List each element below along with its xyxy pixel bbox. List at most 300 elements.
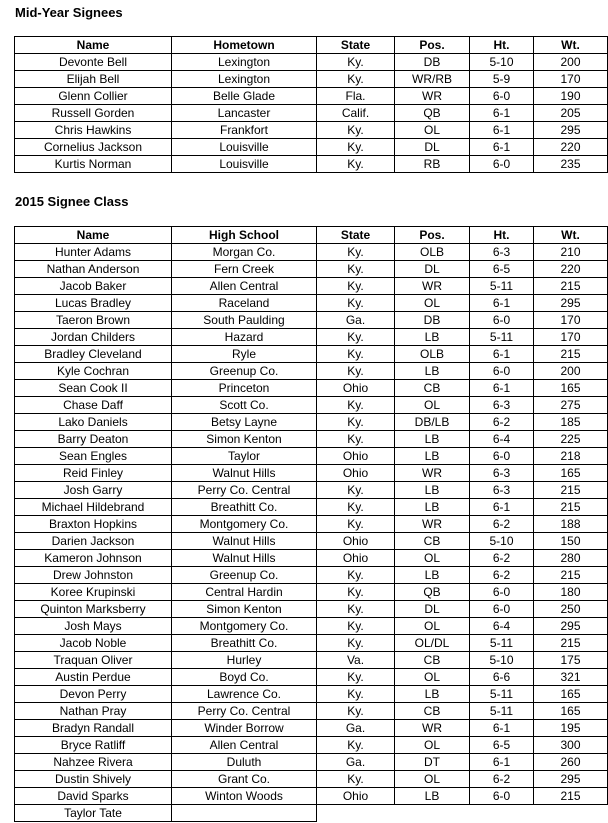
table-row xyxy=(15,533,608,550)
cell-weight: 185 xyxy=(534,414,608,431)
cell-name: Bradyn Randall xyxy=(15,720,172,737)
cell-position: OL xyxy=(395,618,470,635)
cell-state: Ky. xyxy=(317,618,395,635)
cell-height: 5-11 xyxy=(470,686,534,703)
cell-position: DT xyxy=(395,754,470,771)
cell-state: Ky. xyxy=(317,669,395,686)
cell-name: Kyle Cochran xyxy=(15,363,172,380)
table-row xyxy=(15,244,608,261)
cell-state: Ohio xyxy=(317,465,395,482)
table-row xyxy=(15,805,608,822)
cell-school: Lexington xyxy=(172,54,317,71)
cell-school: Greenup Co. xyxy=(172,567,317,584)
column-header-name: Name xyxy=(15,37,172,54)
cell-name: Devonte Bell xyxy=(15,54,172,71)
cell-height: 5-10 xyxy=(470,652,534,669)
cell-school: Simon Kenton xyxy=(172,601,317,618)
column-header-weight: Wt. xyxy=(534,37,608,54)
cell-height: 5-9 xyxy=(470,71,534,88)
cell-height: 5-11 xyxy=(470,703,534,720)
cell-state: Ga. xyxy=(317,720,395,737)
cell-state: Ky. xyxy=(317,635,395,652)
midyear-table xyxy=(14,36,608,173)
cell-school: Winder Borrow xyxy=(172,720,317,737)
table-row xyxy=(15,278,608,295)
cell-position: QB xyxy=(395,584,470,601)
cell-height: 6-1 xyxy=(470,754,534,771)
cell-state: Ky. xyxy=(317,363,395,380)
cell-school: Breathitt Co. xyxy=(172,499,317,516)
cell-state: Ohio xyxy=(317,380,395,397)
cell-height: 6-2 xyxy=(470,550,534,567)
cell-position: OL xyxy=(395,669,470,686)
cell-state: Ohio xyxy=(317,788,395,805)
cell-position: OL xyxy=(395,397,470,414)
table-row xyxy=(15,139,608,156)
cell-school: Hurley xyxy=(172,652,317,669)
table-row xyxy=(15,635,608,652)
cell-school: Scott Co. xyxy=(172,397,317,414)
table-row xyxy=(15,261,608,278)
cell-position: WR xyxy=(395,720,470,737)
cell-weight: 200 xyxy=(534,54,608,71)
cell-position: LB xyxy=(395,499,470,516)
cell-height: 6-2 xyxy=(470,414,534,431)
cell-position: LB xyxy=(395,567,470,584)
cell-weight: 165 xyxy=(534,703,608,720)
cell-school: South Paulding xyxy=(172,312,317,329)
table-row xyxy=(15,584,608,601)
cell-state: Ky. xyxy=(317,122,395,139)
cell-school: Walnut Hills xyxy=(172,550,317,567)
cell-name: Lako Daniels xyxy=(15,414,172,431)
cell-weight: 195 xyxy=(534,720,608,737)
table-row xyxy=(15,516,608,533)
cell-state: Calif. xyxy=(317,105,395,122)
cell-school: Greenup Co. xyxy=(172,363,317,380)
cell-weight: 165 xyxy=(534,465,608,482)
cell-weight: 215 xyxy=(534,499,608,516)
cell-weight: 170 xyxy=(534,329,608,346)
cell-name: Glenn Collier xyxy=(15,88,172,105)
cell-weight: 220 xyxy=(534,139,608,156)
table-row xyxy=(15,329,608,346)
cell-position: CB xyxy=(395,380,470,397)
cell-state: Ky. xyxy=(317,686,395,703)
cell-height: 6-0 xyxy=(470,363,534,380)
cell-height: 6-3 xyxy=(470,465,534,482)
cell-state: Ky. xyxy=(317,431,395,448)
cell-name: Sean Engles xyxy=(15,448,172,465)
table-row xyxy=(15,71,608,88)
cell-position: OL xyxy=(395,550,470,567)
cell-state: Ky. xyxy=(317,54,395,71)
cell-name: Nathan Anderson xyxy=(15,261,172,278)
cell-weight: 188 xyxy=(534,516,608,533)
cell-height: 6-5 xyxy=(470,737,534,754)
cell-school: Raceland xyxy=(172,295,317,312)
cell-height: 5-11 xyxy=(470,635,534,652)
cell-name: Devon Perry xyxy=(15,686,172,703)
cell-name: Barry Deaton xyxy=(15,431,172,448)
cell-name: Jacob Baker xyxy=(15,278,172,295)
table-row xyxy=(15,686,608,703)
cell-school: Walnut Hills xyxy=(172,533,317,550)
cell-state: Ky. xyxy=(317,601,395,618)
cell-height: 6-2 xyxy=(470,516,534,533)
cell-weight: 170 xyxy=(534,71,608,88)
cell-weight: 190 xyxy=(534,88,608,105)
cell-state: Ky. xyxy=(317,771,395,788)
cell-weight: 321 xyxy=(534,669,608,686)
cell-school: Taylor xyxy=(172,448,317,465)
cell-position: WR xyxy=(395,88,470,105)
table-row xyxy=(15,465,608,482)
cell-weight: 225 xyxy=(534,431,608,448)
cell-state: Ky. xyxy=(317,329,395,346)
cell-name: Jordan Childers xyxy=(15,329,172,346)
cell-height: 6-0 xyxy=(470,156,534,173)
cell-school: Montgomery Co. xyxy=(172,516,317,533)
cell-school: Boyd Co. xyxy=(172,669,317,686)
cell-height: 6-1 xyxy=(470,720,534,737)
cell-position: DL xyxy=(395,601,470,618)
cell-weight: 150 xyxy=(534,533,608,550)
cell-position: DL xyxy=(395,139,470,156)
table-row xyxy=(15,346,608,363)
cell-school: Louisville xyxy=(172,139,317,156)
table-row xyxy=(15,122,608,139)
cell-name: Braxton Hopkins xyxy=(15,516,172,533)
cell-weight: 300 xyxy=(534,737,608,754)
cell-position: OL xyxy=(395,295,470,312)
table-row xyxy=(15,771,608,788)
cell-position: LB xyxy=(395,431,470,448)
table-row xyxy=(15,737,608,754)
cell-name: Hunter Adams xyxy=(15,244,172,261)
cell-name: Kurtis Norman xyxy=(15,156,172,173)
cell-weight: 205 xyxy=(534,105,608,122)
cell-state: Ohio xyxy=(317,448,395,465)
cell-height: 6-1 xyxy=(470,139,534,156)
table-row xyxy=(15,88,608,105)
column-header-state: State xyxy=(317,227,395,244)
cell-school: Perry Co. Central xyxy=(172,703,317,720)
cell-position: DB/LB xyxy=(395,414,470,431)
cell-position: LB xyxy=(395,363,470,380)
cell-weight: 215 xyxy=(534,278,608,295)
cell-name: Josh Mays xyxy=(15,618,172,635)
column-header-school: High School xyxy=(172,227,317,244)
cell-school: Allen Central xyxy=(172,278,317,295)
cell-weight: 215 xyxy=(534,346,608,363)
cell-weight: 295 xyxy=(534,771,608,788)
cell-weight: 218 xyxy=(534,448,608,465)
cell-weight: 175 xyxy=(534,652,608,669)
cell-position: CB xyxy=(395,533,470,550)
cell-position: LB xyxy=(395,448,470,465)
cell-height: 6-4 xyxy=(470,431,534,448)
cell-school: Allen Central xyxy=(172,737,317,754)
cell-weight: 215 xyxy=(534,567,608,584)
cell-position: CB xyxy=(395,652,470,669)
cell-weight: 220 xyxy=(534,261,608,278)
cell-height: 6-2 xyxy=(470,771,534,788)
class2015-title: 2015 Signee Class xyxy=(15,194,129,209)
cell-name: Cornelius Jackson xyxy=(15,139,172,156)
cell-state: Ky. xyxy=(317,295,395,312)
cell-name: Bryce Ratliff xyxy=(15,737,172,754)
cell-height: 5-10 xyxy=(470,54,534,71)
cell-school: Simon Kenton xyxy=(172,431,317,448)
cell-school xyxy=(172,805,317,822)
cell-position: OLB xyxy=(395,346,470,363)
cell-height: 6-0 xyxy=(470,601,534,618)
cell-name: Darien Jackson xyxy=(15,533,172,550)
cell-weight: 275 xyxy=(534,397,608,414)
cell-weight: 295 xyxy=(534,122,608,139)
cell-weight: 215 xyxy=(534,635,608,652)
cell-position: OL/DL xyxy=(395,635,470,652)
cell-height: 6-0 xyxy=(470,788,534,805)
cell-name: Sean Cook II xyxy=(15,380,172,397)
table-row xyxy=(15,431,608,448)
cell-name: Jacob Noble xyxy=(15,635,172,652)
cell-height: 6-0 xyxy=(470,312,534,329)
cell-school: Hazard xyxy=(172,329,317,346)
cell-school: Perry Co. Central xyxy=(172,482,317,499)
column-header-name: Name xyxy=(15,227,172,244)
cell-position: WR/RB xyxy=(395,71,470,88)
cell-height: 5-10 xyxy=(470,533,534,550)
cell-height: 6-1 xyxy=(470,122,534,139)
table-row xyxy=(15,669,608,686)
cell-name: Nahzee Rivera xyxy=(15,754,172,771)
column-header-height: Ht. xyxy=(470,37,534,54)
cell-school: Lawrence Co. xyxy=(172,686,317,703)
cell-position: OL xyxy=(395,771,470,788)
cell-height: 6-1 xyxy=(470,380,534,397)
cell-weight: 235 xyxy=(534,156,608,173)
cell-state: Ky. xyxy=(317,584,395,601)
cell-weight: 260 xyxy=(534,754,608,771)
cell-height: 6-1 xyxy=(470,499,534,516)
table-row xyxy=(15,105,608,122)
cell-school: Montgomery Co. xyxy=(172,618,317,635)
table-row xyxy=(15,380,608,397)
cell-school: Belle Glade xyxy=(172,88,317,105)
cell-position: WR xyxy=(395,465,470,482)
cell-name: Koree Krupinski xyxy=(15,584,172,601)
midyear-title: Mid-Year Signees xyxy=(15,5,123,20)
cell-school: Walnut Hills xyxy=(172,465,317,482)
cell-weight: 295 xyxy=(534,295,608,312)
cell-height: 6-1 xyxy=(470,105,534,122)
cell-height: 6-0 xyxy=(470,584,534,601)
table-row xyxy=(15,618,608,635)
cell-position: LB xyxy=(395,482,470,499)
cell-height: 6-0 xyxy=(470,88,534,105)
cell-state: Ky. xyxy=(317,737,395,754)
cell-state: Ky. xyxy=(317,244,395,261)
column-header-height: Ht. xyxy=(470,227,534,244)
cell-height: 6-5 xyxy=(470,261,534,278)
cell-state: Ky. xyxy=(317,346,395,363)
cell-state: Ky. xyxy=(317,516,395,533)
cell-position: OLB xyxy=(395,244,470,261)
cell-weight: 165 xyxy=(534,686,608,703)
cell-state: Ga. xyxy=(317,754,395,771)
cell-position: DB xyxy=(395,312,470,329)
cell-school: Morgan Co. xyxy=(172,244,317,261)
table-row xyxy=(15,703,608,720)
cell-weight: 170 xyxy=(534,312,608,329)
column-header-weight: Wt. xyxy=(534,227,608,244)
cell-height: 6-3 xyxy=(470,244,534,261)
table-row xyxy=(15,54,608,71)
cell-height: 6-6 xyxy=(470,669,534,686)
cell-state: Ohio xyxy=(317,533,395,550)
cell-name: Taylor Tate xyxy=(15,805,172,822)
cell-state: Ky. xyxy=(317,278,395,295)
table-row xyxy=(15,550,608,567)
cell-name: Kameron Johnson xyxy=(15,550,172,567)
cell-position: DB xyxy=(395,54,470,71)
cell-weight: 210 xyxy=(534,244,608,261)
cell-height: 6-0 xyxy=(470,448,534,465)
cell-height: 6-1 xyxy=(470,346,534,363)
table-row xyxy=(15,567,608,584)
cell-name: Taeron Brown xyxy=(15,312,172,329)
column-header-state: State xyxy=(317,37,395,54)
cell-height: 6-3 xyxy=(470,482,534,499)
cell-name: Chris Hawkins xyxy=(15,122,172,139)
table-row xyxy=(15,363,608,380)
cell-weight: 250 xyxy=(534,601,608,618)
cell-position: LB xyxy=(395,329,470,346)
cell-state: Ky. xyxy=(317,567,395,584)
cell-school: Louisville xyxy=(172,156,317,173)
cell-height: 6-3 xyxy=(470,397,534,414)
table-row xyxy=(15,448,608,465)
cell-name: Josh Garry xyxy=(15,482,172,499)
cell-state: Ky. xyxy=(317,482,395,499)
cell-state: Ky. xyxy=(317,139,395,156)
column-header-position: Pos. xyxy=(395,37,470,54)
cell-position: DL xyxy=(395,261,470,278)
column-header-position: Pos. xyxy=(395,227,470,244)
cell-school: Winton Woods xyxy=(172,788,317,805)
cell-state: Ga. xyxy=(317,312,395,329)
cell-name: Michael Hildebrand xyxy=(15,499,172,516)
table-row xyxy=(15,754,608,771)
cell-state: Ky. xyxy=(317,156,395,173)
cell-name: Elijah Bell xyxy=(15,71,172,88)
table-row xyxy=(15,414,608,431)
cell-school: Frankfort xyxy=(172,122,317,139)
cell-position: LB xyxy=(395,788,470,805)
cell-name: David Sparks xyxy=(15,788,172,805)
cell-name: Lucas Bradley xyxy=(15,295,172,312)
cell-school: Duluth xyxy=(172,754,317,771)
cell-state: Ky. xyxy=(317,499,395,516)
cell-school: Breathitt Co. xyxy=(172,635,317,652)
cell-weight: 215 xyxy=(534,482,608,499)
cell-weight: 295 xyxy=(534,618,608,635)
cell-state: Ky. xyxy=(317,71,395,88)
cell-name: Traquan Oliver xyxy=(15,652,172,669)
cell-school: Central Hardin xyxy=(172,584,317,601)
table-row xyxy=(15,652,608,669)
cell-name: Dustin Shively xyxy=(15,771,172,788)
table-row xyxy=(15,788,608,805)
cell-state: Ohio xyxy=(317,550,395,567)
cell-weight: 280 xyxy=(534,550,608,567)
cell-school: Betsy Layne xyxy=(172,414,317,431)
cell-name: Chase Daff xyxy=(15,397,172,414)
cell-state: Ky. xyxy=(317,397,395,414)
cell-name: Reid Finley xyxy=(15,465,172,482)
cell-position: QB xyxy=(395,105,470,122)
cell-school: Lexington xyxy=(172,71,317,88)
cell-state: Va. xyxy=(317,652,395,669)
cell-school: Lancaster xyxy=(172,105,317,122)
table-row xyxy=(15,720,608,737)
table-row xyxy=(15,295,608,312)
cell-position: OL xyxy=(395,737,470,754)
cell-weight: 165 xyxy=(534,380,608,397)
cell-height: 6-4 xyxy=(470,618,534,635)
empty-cell xyxy=(317,805,608,822)
cell-position: OL xyxy=(395,122,470,139)
cell-name: Drew Johnston xyxy=(15,567,172,584)
table-row xyxy=(15,601,608,618)
table-row xyxy=(15,499,608,516)
cell-height: 6-2 xyxy=(470,567,534,584)
cell-position: LB xyxy=(395,686,470,703)
cell-height: 5-11 xyxy=(470,329,534,346)
cell-position: CB xyxy=(395,703,470,720)
cell-state: Fla. xyxy=(317,88,395,105)
cell-height: 6-1 xyxy=(470,295,534,312)
table-row xyxy=(15,397,608,414)
cell-school: Princeton xyxy=(172,380,317,397)
table-row xyxy=(15,482,608,499)
cell-school: Fern Creek xyxy=(172,261,317,278)
table-row xyxy=(15,312,608,329)
cell-position: WR xyxy=(395,278,470,295)
cell-weight: 200 xyxy=(534,363,608,380)
cell-position: WR xyxy=(395,516,470,533)
cell-height: 5-11 xyxy=(470,278,534,295)
cell-state: Ky. xyxy=(317,703,395,720)
cell-position: RB xyxy=(395,156,470,173)
table-header-row xyxy=(15,227,608,244)
cell-name: Austin Perdue xyxy=(15,669,172,686)
cell-weight: 215 xyxy=(534,788,608,805)
cell-name: Russell Gorden xyxy=(15,105,172,122)
table-header-row xyxy=(15,37,608,54)
cell-name: Quinton Marksberry xyxy=(15,601,172,618)
table-row xyxy=(15,156,608,173)
class2015-table xyxy=(14,226,608,822)
cell-name: Nathan Pray xyxy=(15,703,172,720)
column-header-school: Hometown xyxy=(172,37,317,54)
cell-state: Ky. xyxy=(317,261,395,278)
cell-school: Grant Co. xyxy=(172,771,317,788)
cell-weight: 180 xyxy=(534,584,608,601)
cell-name: Bradley Cleveland xyxy=(15,346,172,363)
